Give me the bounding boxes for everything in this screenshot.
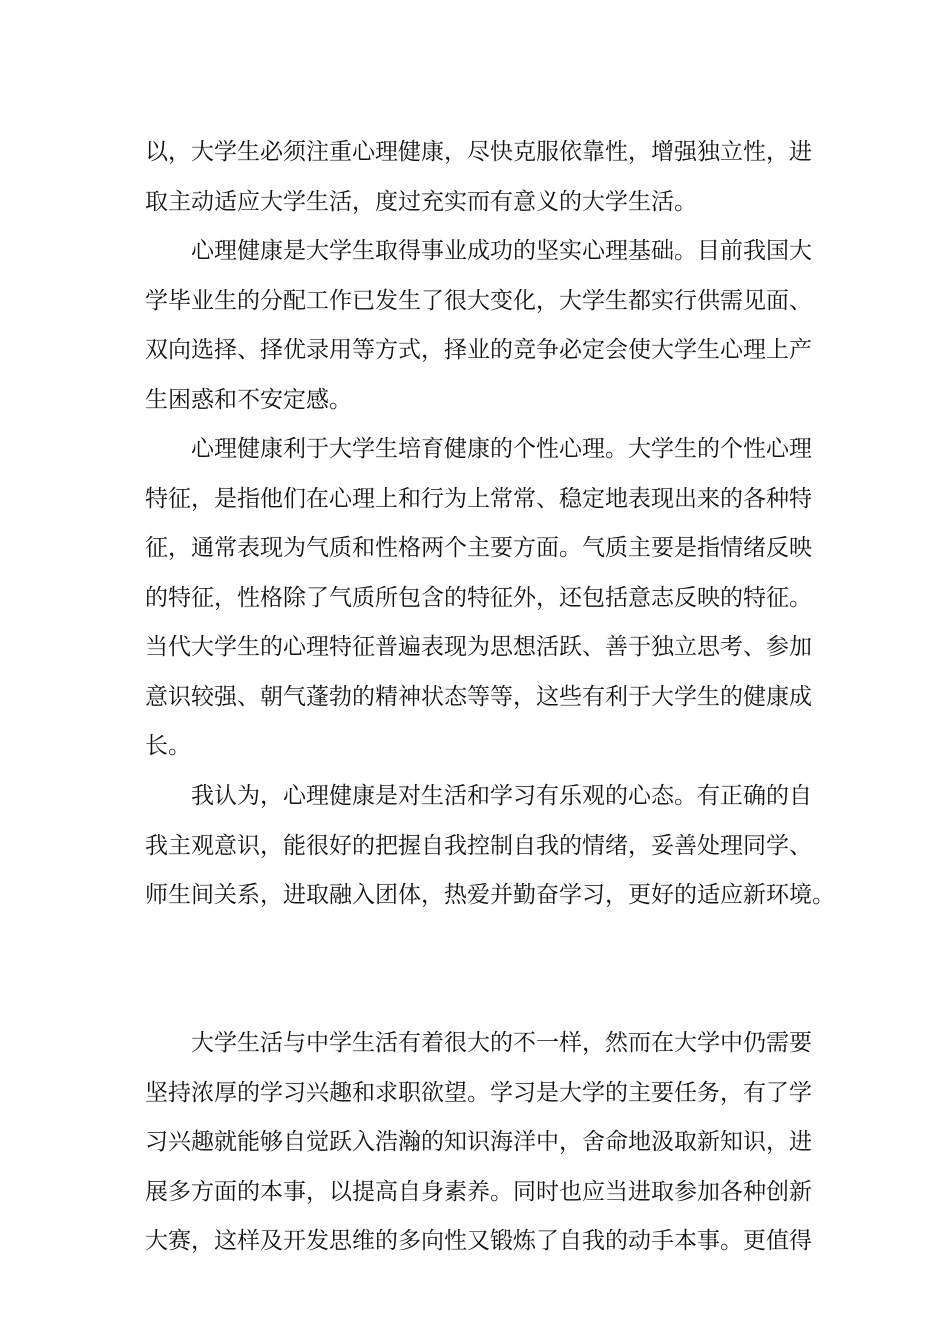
text-line: 取主动适应大学生活，度过充实而有意义的大学生活。 — [145, 188, 697, 215]
text-line: 征，通常表现为气质和性格两个主要方面。气质主要是指情绪反映 — [145, 535, 812, 561]
text-line: 心理健康是大学生取得事业成功的坚实心理基础。目前我国大 — [191, 238, 812, 264]
paragraph-career-foundation — [145, 227, 812, 425]
text-line: 意识较强、朝气蓬勃的精神状态等等，这些有利于大学生的健康成 — [145, 683, 812, 710]
text-line: 特征，是指他们在心理上和行为上常常、稳定地表现出来的各种特 — [145, 485, 812, 512]
text-line: 展多方面的本事，以提高自身素养。同时也应当进取参加各种创新 — [145, 1178, 812, 1205]
text-line: 长。 — [145, 733, 191, 759]
text-line: 习兴趣就能够自觉跃入浩瀚的知识海洋中，舍命地汲取新知识，进 — [145, 1129, 812, 1155]
text-line: 我主观意识，能很好的把握自我控制自我的情绪，妥善处理同学、 — [145, 832, 812, 859]
text-line: 的特征，性格除了气质所包含的特征外，还包括意志反映的特征。 — [145, 584, 812, 611]
paragraph-university-life — [145, 1019, 812, 1267]
paragraph-personality — [145, 425, 812, 772]
text-line: 大学生活与中学生活有着很大的不一样，然而在大学中仍需要 — [191, 1030, 812, 1056]
text-line: 学毕业生的分配工作已发生了很大变化，大学生都实行供需见面、 — [145, 287, 812, 314]
text-line: 我认为，心理健康是对生活和学习有乐观的心态。有正确的自 — [191, 783, 812, 809]
paragraph-opinion — [145, 772, 835, 921]
text-line: 双向选择、择优录用等方式，择业的竞争必定会使大学生心理上产 — [145, 337, 812, 363]
text-line: 心理健康利于大学生培育健康的个性心理。大学生的个性心理 — [191, 436, 812, 462]
text-line: 大赛，这样及开发思维的多向性又锻炼了自我的动手本事。更值得 — [145, 1228, 812, 1254]
paragraph-continuation — [145, 128, 812, 227]
text-line: 当代大学生的心理特征普遍表现为思想活跃、善于独立思考、参加 — [145, 634, 812, 660]
text-line: 以，大学生必须注重心理健康，尽快克服依靠性，增强独立性，进 — [145, 139, 812, 165]
text-line: 坚持浓厚的学习兴趣和求职欲望。学习是大学的主要任务，有了学 — [145, 1079, 812, 1106]
text-line: 师生间关系，进取融入团体，热爱并勤奋学习，更好的适应新环境。 — [145, 882, 835, 908]
text-line: 生困惑和不安定感。 — [145, 386, 352, 413]
